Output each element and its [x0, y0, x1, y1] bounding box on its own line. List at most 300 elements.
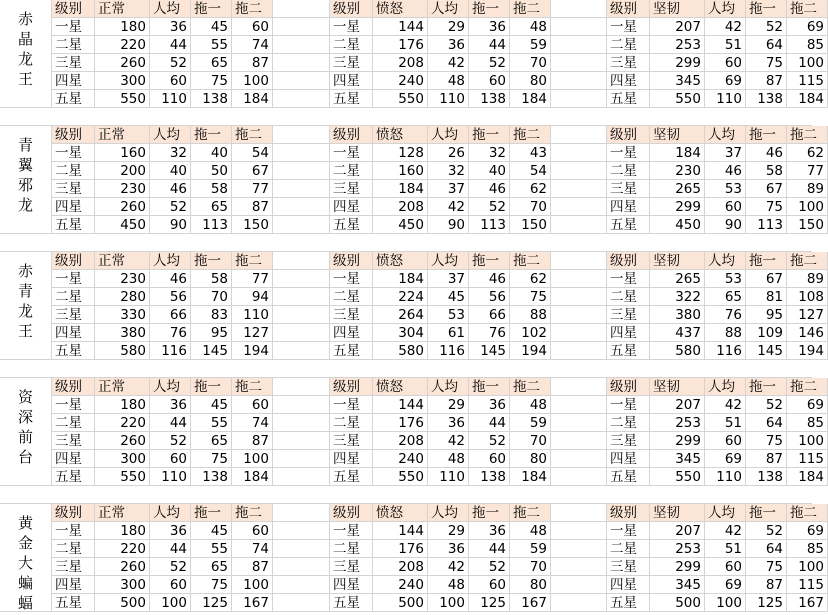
value-cell[interactable]: 75 [191, 450, 232, 468]
value-cell[interactable]: 60 [150, 450, 191, 468]
value-cell[interactable]: 100 [232, 576, 273, 594]
value-cell[interactable]: 230 [650, 162, 705, 180]
empty-cell[interactable] [551, 522, 607, 540]
value-cell[interactable]: 100 [705, 594, 746, 612]
empty-cell[interactable] [273, 378, 330, 396]
value-cell[interactable]: 37 [428, 270, 469, 288]
header-cell[interactable]: 拖一 [469, 0, 510, 18]
value-cell[interactable]: 44 [469, 414, 510, 432]
value-cell[interactable]: 145 [191, 342, 232, 360]
value-cell[interactable]: 75 [746, 432, 787, 450]
value-cell[interactable]: 32 [428, 162, 469, 180]
value-cell[interactable]: 83 [191, 306, 232, 324]
value-cell[interactable]: 40 [150, 162, 191, 180]
header-cell[interactable]: 拖二 [232, 504, 273, 522]
value-cell[interactable]: 144 [373, 18, 428, 36]
level-cell[interactable]: 三星 [52, 558, 95, 576]
header-cell[interactable]: 人均 [705, 378, 746, 396]
header-cell[interactable]: 拖二 [510, 126, 551, 144]
header-cell[interactable]: 拖一 [191, 504, 232, 522]
value-cell[interactable]: 194 [232, 342, 273, 360]
value-cell[interactable]: 167 [510, 594, 551, 612]
value-cell[interactable]: 180 [95, 18, 150, 36]
header-cell[interactable]: 拖一 [191, 126, 232, 144]
value-cell[interactable]: 55 [191, 540, 232, 558]
value-cell[interactable]: 437 [650, 324, 705, 342]
empty-cell[interactable] [273, 594, 330, 612]
value-cell[interactable]: 46 [150, 270, 191, 288]
value-cell[interactable]: 53 [705, 270, 746, 288]
boss-name-4[interactable]: 黄 金 大 蝙 蝠 [0, 504, 52, 612]
value-cell[interactable]: 70 [510, 54, 551, 72]
value-cell[interactable]: 150 [787, 216, 828, 234]
value-cell[interactable]: 77 [787, 162, 828, 180]
empty-cell[interactable] [551, 468, 607, 486]
value-cell[interactable]: 253 [650, 36, 705, 54]
value-cell[interactable]: 52 [469, 198, 510, 216]
value-cell[interactable]: 43 [510, 144, 551, 162]
level-cell[interactable]: 一星 [607, 18, 650, 36]
empty-cell[interactable] [273, 432, 330, 450]
value-cell[interactable]: 144 [373, 522, 428, 540]
value-cell[interactable]: 95 [191, 324, 232, 342]
value-cell[interactable]: 69 [787, 18, 828, 36]
value-cell[interactable]: 60 [150, 72, 191, 90]
value-cell[interactable]: 60 [705, 54, 746, 72]
value-cell[interactable]: 138 [469, 468, 510, 486]
value-cell[interactable]: 55 [191, 414, 232, 432]
value-cell[interactable]: 208 [373, 558, 428, 576]
value-cell[interactable]: 65 [191, 558, 232, 576]
value-cell[interactable]: 550 [95, 90, 150, 108]
value-cell[interactable]: 138 [746, 468, 787, 486]
level-cell[interactable]: 三星 [607, 54, 650, 72]
value-cell[interactable]: 58 [191, 180, 232, 198]
level-cell[interactable]: 五星 [330, 90, 373, 108]
value-cell[interactable]: 46 [746, 144, 787, 162]
header-cell[interactable]: 愤怒 [373, 252, 428, 270]
header-cell[interactable]: 人均 [705, 0, 746, 18]
header-cell[interactable]: 愤怒 [373, 378, 428, 396]
value-cell[interactable]: 299 [650, 54, 705, 72]
empty-cell[interactable] [273, 540, 330, 558]
value-cell[interactable]: 207 [650, 396, 705, 414]
value-cell[interactable]: 128 [373, 144, 428, 162]
value-cell[interactable]: 42 [428, 558, 469, 576]
value-cell[interactable]: 113 [191, 216, 232, 234]
value-cell[interactable]: 138 [746, 90, 787, 108]
header-cell[interactable]: 级别 [607, 126, 650, 144]
empty-cell[interactable] [551, 216, 607, 234]
header-cell[interactable]: 级别 [330, 126, 373, 144]
value-cell[interactable]: 304 [373, 324, 428, 342]
value-cell[interactable]: 37 [428, 180, 469, 198]
value-cell[interactable]: 52 [746, 18, 787, 36]
empty-cell[interactable] [273, 36, 330, 54]
value-cell[interactable]: 550 [373, 468, 428, 486]
level-cell[interactable]: 四星 [52, 324, 95, 342]
value-cell[interactable]: 265 [650, 270, 705, 288]
value-cell[interactable]: 67 [746, 180, 787, 198]
value-cell[interactable]: 89 [787, 270, 828, 288]
level-cell[interactable]: 三星 [607, 432, 650, 450]
empty-cell[interactable] [551, 324, 607, 342]
value-cell[interactable]: 224 [373, 288, 428, 306]
header-cell[interactable]: 拖二 [232, 126, 273, 144]
value-cell[interactable]: 184 [650, 144, 705, 162]
value-cell[interactable]: 59 [510, 540, 551, 558]
value-cell[interactable]: 69 [787, 396, 828, 414]
value-cell[interactable]: 45 [428, 288, 469, 306]
value-cell[interactable]: 52 [150, 54, 191, 72]
value-cell[interactable]: 32 [469, 144, 510, 162]
header-cell[interactable]: 人均 [705, 504, 746, 522]
level-cell[interactable]: 五星 [52, 90, 95, 108]
level-cell[interactable]: 二星 [330, 162, 373, 180]
value-cell[interactable]: 85 [787, 540, 828, 558]
empty-cell[interactable] [273, 126, 330, 144]
level-cell[interactable]: 五星 [330, 594, 373, 612]
value-cell[interactable]: 46 [469, 270, 510, 288]
value-cell[interactable]: 138 [191, 468, 232, 486]
value-cell[interactable]: 48 [510, 396, 551, 414]
value-cell[interactable]: 300 [95, 576, 150, 594]
value-cell[interactable]: 184 [510, 468, 551, 486]
value-cell[interactable]: 45 [191, 396, 232, 414]
header-cell[interactable]: 级别 [330, 252, 373, 270]
value-cell[interactable]: 54 [232, 144, 273, 162]
value-cell[interactable]: 85 [787, 36, 828, 54]
empty-cell[interactable] [551, 126, 607, 144]
value-cell[interactable]: 110 [150, 90, 191, 108]
value-cell[interactable]: 60 [232, 396, 273, 414]
value-cell[interactable]: 299 [650, 558, 705, 576]
header-cell[interactable]: 级别 [607, 252, 650, 270]
header-cell[interactable]: 拖一 [746, 126, 787, 144]
value-cell[interactable]: 65 [191, 432, 232, 450]
value-cell[interactable]: 48 [428, 576, 469, 594]
level-cell[interactable]: 一星 [52, 18, 95, 36]
value-cell[interactable]: 48 [510, 522, 551, 540]
header-cell[interactable]: 人均 [705, 252, 746, 270]
value-cell[interactable]: 70 [191, 288, 232, 306]
value-cell[interactable]: 100 [787, 198, 828, 216]
value-cell[interactable]: 322 [650, 288, 705, 306]
level-cell[interactable]: 三星 [607, 306, 650, 324]
value-cell[interactable]: 184 [232, 468, 273, 486]
value-cell[interactable]: 75 [746, 558, 787, 576]
empty-cell[interactable] [551, 36, 607, 54]
value-cell[interactable]: 60 [150, 576, 191, 594]
level-cell[interactable]: 三星 [52, 180, 95, 198]
value-cell[interactable]: 75 [191, 576, 232, 594]
header-cell[interactable]: 级别 [52, 126, 95, 144]
value-cell[interactable]: 138 [469, 90, 510, 108]
value-cell[interactable]: 52 [469, 54, 510, 72]
level-cell[interactable]: 二星 [330, 540, 373, 558]
value-cell[interactable]: 60 [705, 558, 746, 576]
level-cell[interactable]: 二星 [607, 288, 650, 306]
value-cell[interactable]: 60 [705, 198, 746, 216]
header-cell[interactable]: 拖一 [469, 252, 510, 270]
value-cell[interactable]: 74 [232, 36, 273, 54]
value-cell[interactable]: 100 [150, 594, 191, 612]
empty-cell[interactable] [273, 90, 330, 108]
header-cell[interactable]: 人均 [705, 126, 746, 144]
value-cell[interactable]: 52 [150, 432, 191, 450]
empty-cell[interactable] [273, 54, 330, 72]
header-cell[interactable]: 正常 [95, 126, 150, 144]
value-cell[interactable]: 88 [510, 306, 551, 324]
value-cell[interactable]: 53 [428, 306, 469, 324]
value-cell[interactable]: 184 [787, 90, 828, 108]
empty-cell[interactable] [273, 216, 330, 234]
header-cell[interactable]: 坚韧 [650, 126, 705, 144]
value-cell[interactable]: 42 [705, 18, 746, 36]
value-cell[interactable]: 54 [510, 162, 551, 180]
empty-cell[interactable] [551, 162, 607, 180]
value-cell[interactable]: 145 [469, 342, 510, 360]
value-cell[interactable]: 345 [650, 72, 705, 90]
value-cell[interactable]: 110 [428, 468, 469, 486]
header-cell[interactable]: 人均 [428, 126, 469, 144]
value-cell[interactable]: 100 [232, 450, 273, 468]
value-cell[interactable]: 220 [95, 36, 150, 54]
value-cell[interactable]: 299 [650, 432, 705, 450]
empty-row[interactable] [0, 360, 812, 378]
value-cell[interactable]: 51 [705, 540, 746, 558]
level-cell[interactable]: 四星 [607, 450, 650, 468]
value-cell[interactable]: 150 [510, 216, 551, 234]
header-cell[interactable]: 拖二 [232, 252, 273, 270]
value-cell[interactable]: 87 [232, 432, 273, 450]
value-cell[interactable]: 260 [95, 54, 150, 72]
header-cell[interactable]: 级别 [330, 378, 373, 396]
level-cell[interactable]: 四星 [330, 450, 373, 468]
value-cell[interactable]: 40 [191, 144, 232, 162]
header-cell[interactable]: 级别 [607, 378, 650, 396]
empty-cell[interactable] [551, 90, 607, 108]
level-cell[interactable]: 二星 [607, 540, 650, 558]
value-cell[interactable]: 167 [232, 594, 273, 612]
value-cell[interactable]: 116 [428, 342, 469, 360]
value-cell[interactable]: 110 [705, 468, 746, 486]
empty-cell[interactable] [551, 198, 607, 216]
level-cell[interactable]: 三星 [52, 306, 95, 324]
level-cell[interactable]: 五星 [52, 342, 95, 360]
level-cell[interactable]: 五星 [52, 594, 95, 612]
value-cell[interactable]: 64 [746, 414, 787, 432]
level-cell[interactable]: 一星 [330, 144, 373, 162]
level-cell[interactable]: 五星 [607, 342, 650, 360]
value-cell[interactable]: 64 [746, 36, 787, 54]
header-cell[interactable]: 人均 [428, 504, 469, 522]
value-cell[interactable]: 176 [373, 36, 428, 54]
header-cell[interactable]: 拖一 [469, 378, 510, 396]
value-cell[interactable]: 184 [787, 468, 828, 486]
header-cell[interactable]: 拖一 [191, 378, 232, 396]
level-cell[interactable]: 二星 [607, 162, 650, 180]
value-cell[interactable]: 60 [469, 72, 510, 90]
value-cell[interactable]: 230 [95, 270, 150, 288]
value-cell[interactable]: 88 [705, 324, 746, 342]
value-cell[interactable]: 580 [650, 342, 705, 360]
value-cell[interactable]: 60 [469, 450, 510, 468]
value-cell[interactable]: 115 [787, 576, 828, 594]
value-cell[interactable]: 52 [469, 432, 510, 450]
header-cell[interactable]: 级别 [607, 504, 650, 522]
value-cell[interactable]: 125 [191, 594, 232, 612]
value-cell[interactable]: 76 [150, 324, 191, 342]
value-cell[interactable]: 65 [191, 198, 232, 216]
header-cell[interactable]: 级别 [52, 504, 95, 522]
value-cell[interactable]: 580 [95, 342, 150, 360]
value-cell[interactable]: 65 [191, 54, 232, 72]
value-cell[interactable]: 46 [469, 180, 510, 198]
empty-cell[interactable] [551, 180, 607, 198]
value-cell[interactable]: 240 [373, 576, 428, 594]
level-cell[interactable]: 一星 [52, 144, 95, 162]
header-cell[interactable]: 级别 [330, 0, 373, 18]
value-cell[interactable]: 110 [232, 306, 273, 324]
empty-cell[interactable] [551, 288, 607, 306]
value-cell[interactable]: 145 [746, 342, 787, 360]
value-cell[interactable]: 280 [95, 288, 150, 306]
empty-cell[interactable] [551, 558, 607, 576]
header-cell[interactable]: 级别 [330, 504, 373, 522]
header-cell[interactable]: 正常 [95, 252, 150, 270]
value-cell[interactable]: 53 [705, 180, 746, 198]
value-cell[interactable]: 69 [705, 72, 746, 90]
value-cell[interactable]: 42 [705, 522, 746, 540]
value-cell[interactable]: 184 [232, 90, 273, 108]
value-cell[interactable]: 550 [95, 468, 150, 486]
value-cell[interactable]: 44 [469, 36, 510, 54]
level-cell[interactable]: 三星 [330, 54, 373, 72]
value-cell[interactable]: 138 [191, 90, 232, 108]
value-cell[interactable]: 300 [95, 72, 150, 90]
value-cell[interactable]: 46 [150, 180, 191, 198]
value-cell[interactable]: 76 [469, 324, 510, 342]
value-cell[interactable]: 66 [150, 306, 191, 324]
value-cell[interactable]: 200 [95, 162, 150, 180]
value-cell[interactable]: 36 [428, 414, 469, 432]
header-cell[interactable]: 拖二 [787, 504, 828, 522]
value-cell[interactable]: 450 [650, 216, 705, 234]
header-cell[interactable]: 拖一 [746, 378, 787, 396]
value-cell[interactable]: 116 [705, 342, 746, 360]
empty-cell[interactable] [551, 432, 607, 450]
level-cell[interactable]: 一星 [330, 18, 373, 36]
value-cell[interactable]: 550 [650, 468, 705, 486]
level-cell[interactable]: 五星 [607, 216, 650, 234]
value-cell[interactable]: 300 [95, 450, 150, 468]
value-cell[interactable]: 180 [95, 522, 150, 540]
value-cell[interactable]: 32 [150, 144, 191, 162]
value-cell[interactable]: 66 [469, 306, 510, 324]
level-cell[interactable]: 一星 [607, 396, 650, 414]
header-cell[interactable]: 愤怒 [373, 504, 428, 522]
value-cell[interactable]: 76 [705, 306, 746, 324]
value-cell[interactable]: 500 [650, 594, 705, 612]
value-cell[interactable]: 52 [150, 198, 191, 216]
level-cell[interactable]: 一星 [330, 522, 373, 540]
level-cell[interactable]: 四星 [607, 324, 650, 342]
header-cell[interactable]: 正常 [95, 504, 150, 522]
value-cell[interactable]: 56 [469, 288, 510, 306]
empty-row[interactable] [0, 108, 812, 126]
value-cell[interactable]: 26 [428, 144, 469, 162]
value-cell[interactable]: 44 [150, 414, 191, 432]
value-cell[interactable]: 500 [95, 594, 150, 612]
value-cell[interactable]: 184 [510, 90, 551, 108]
value-cell[interactable]: 59 [510, 36, 551, 54]
header-cell[interactable]: 拖二 [510, 378, 551, 396]
header-cell[interactable]: 拖二 [510, 0, 551, 18]
empty-cell[interactable] [273, 342, 330, 360]
value-cell[interactable]: 58 [191, 270, 232, 288]
value-cell[interactable]: 36 [150, 522, 191, 540]
value-cell[interactable]: 110 [150, 468, 191, 486]
value-cell[interactable]: 109 [746, 324, 787, 342]
level-cell[interactable]: 五星 [330, 342, 373, 360]
value-cell[interactable]: 253 [650, 540, 705, 558]
value-cell[interactable]: 240 [373, 450, 428, 468]
value-cell[interactable]: 52 [150, 558, 191, 576]
empty-cell[interactable] [551, 540, 607, 558]
value-cell[interactable]: 208 [373, 432, 428, 450]
header-cell[interactable]: 拖二 [787, 252, 828, 270]
value-cell[interactable]: 62 [510, 270, 551, 288]
empty-cell[interactable] [551, 72, 607, 90]
value-cell[interactable]: 45 [191, 522, 232, 540]
header-cell[interactable]: 拖一 [746, 252, 787, 270]
value-cell[interactable]: 62 [510, 180, 551, 198]
value-cell[interactable]: 75 [746, 198, 787, 216]
empty-cell[interactable] [273, 306, 330, 324]
level-cell[interactable]: 四星 [330, 324, 373, 342]
level-cell[interactable]: 三星 [52, 432, 95, 450]
header-cell[interactable]: 级别 [52, 378, 95, 396]
level-cell[interactable]: 一星 [607, 270, 650, 288]
value-cell[interactable]: 207 [650, 522, 705, 540]
value-cell[interactable]: 113 [469, 216, 510, 234]
level-cell[interactable]: 二星 [52, 162, 95, 180]
value-cell[interactable]: 240 [373, 72, 428, 90]
value-cell[interactable]: 77 [232, 270, 273, 288]
header-cell[interactable]: 坚韧 [650, 252, 705, 270]
value-cell[interactable]: 94 [232, 288, 273, 306]
value-cell[interactable]: 100 [428, 594, 469, 612]
value-cell[interactable]: 60 [232, 522, 273, 540]
value-cell[interactable]: 80 [510, 72, 551, 90]
level-cell[interactable]: 四星 [330, 576, 373, 594]
level-cell[interactable]: 二星 [607, 36, 650, 54]
header-cell[interactable]: 拖二 [232, 378, 273, 396]
header-cell[interactable]: 拖二 [787, 126, 828, 144]
value-cell[interactable]: 52 [746, 396, 787, 414]
empty-cell[interactable] [273, 558, 330, 576]
header-cell[interactable]: 拖一 [469, 126, 510, 144]
empty-cell[interactable] [273, 198, 330, 216]
value-cell[interactable]: 260 [95, 198, 150, 216]
empty-cell[interactable] [551, 18, 607, 36]
level-cell[interactable]: 一星 [52, 270, 95, 288]
value-cell[interactable]: 550 [650, 90, 705, 108]
value-cell[interactable]: 36 [428, 540, 469, 558]
value-cell[interactable]: 29 [428, 18, 469, 36]
header-cell[interactable]: 人均 [428, 378, 469, 396]
